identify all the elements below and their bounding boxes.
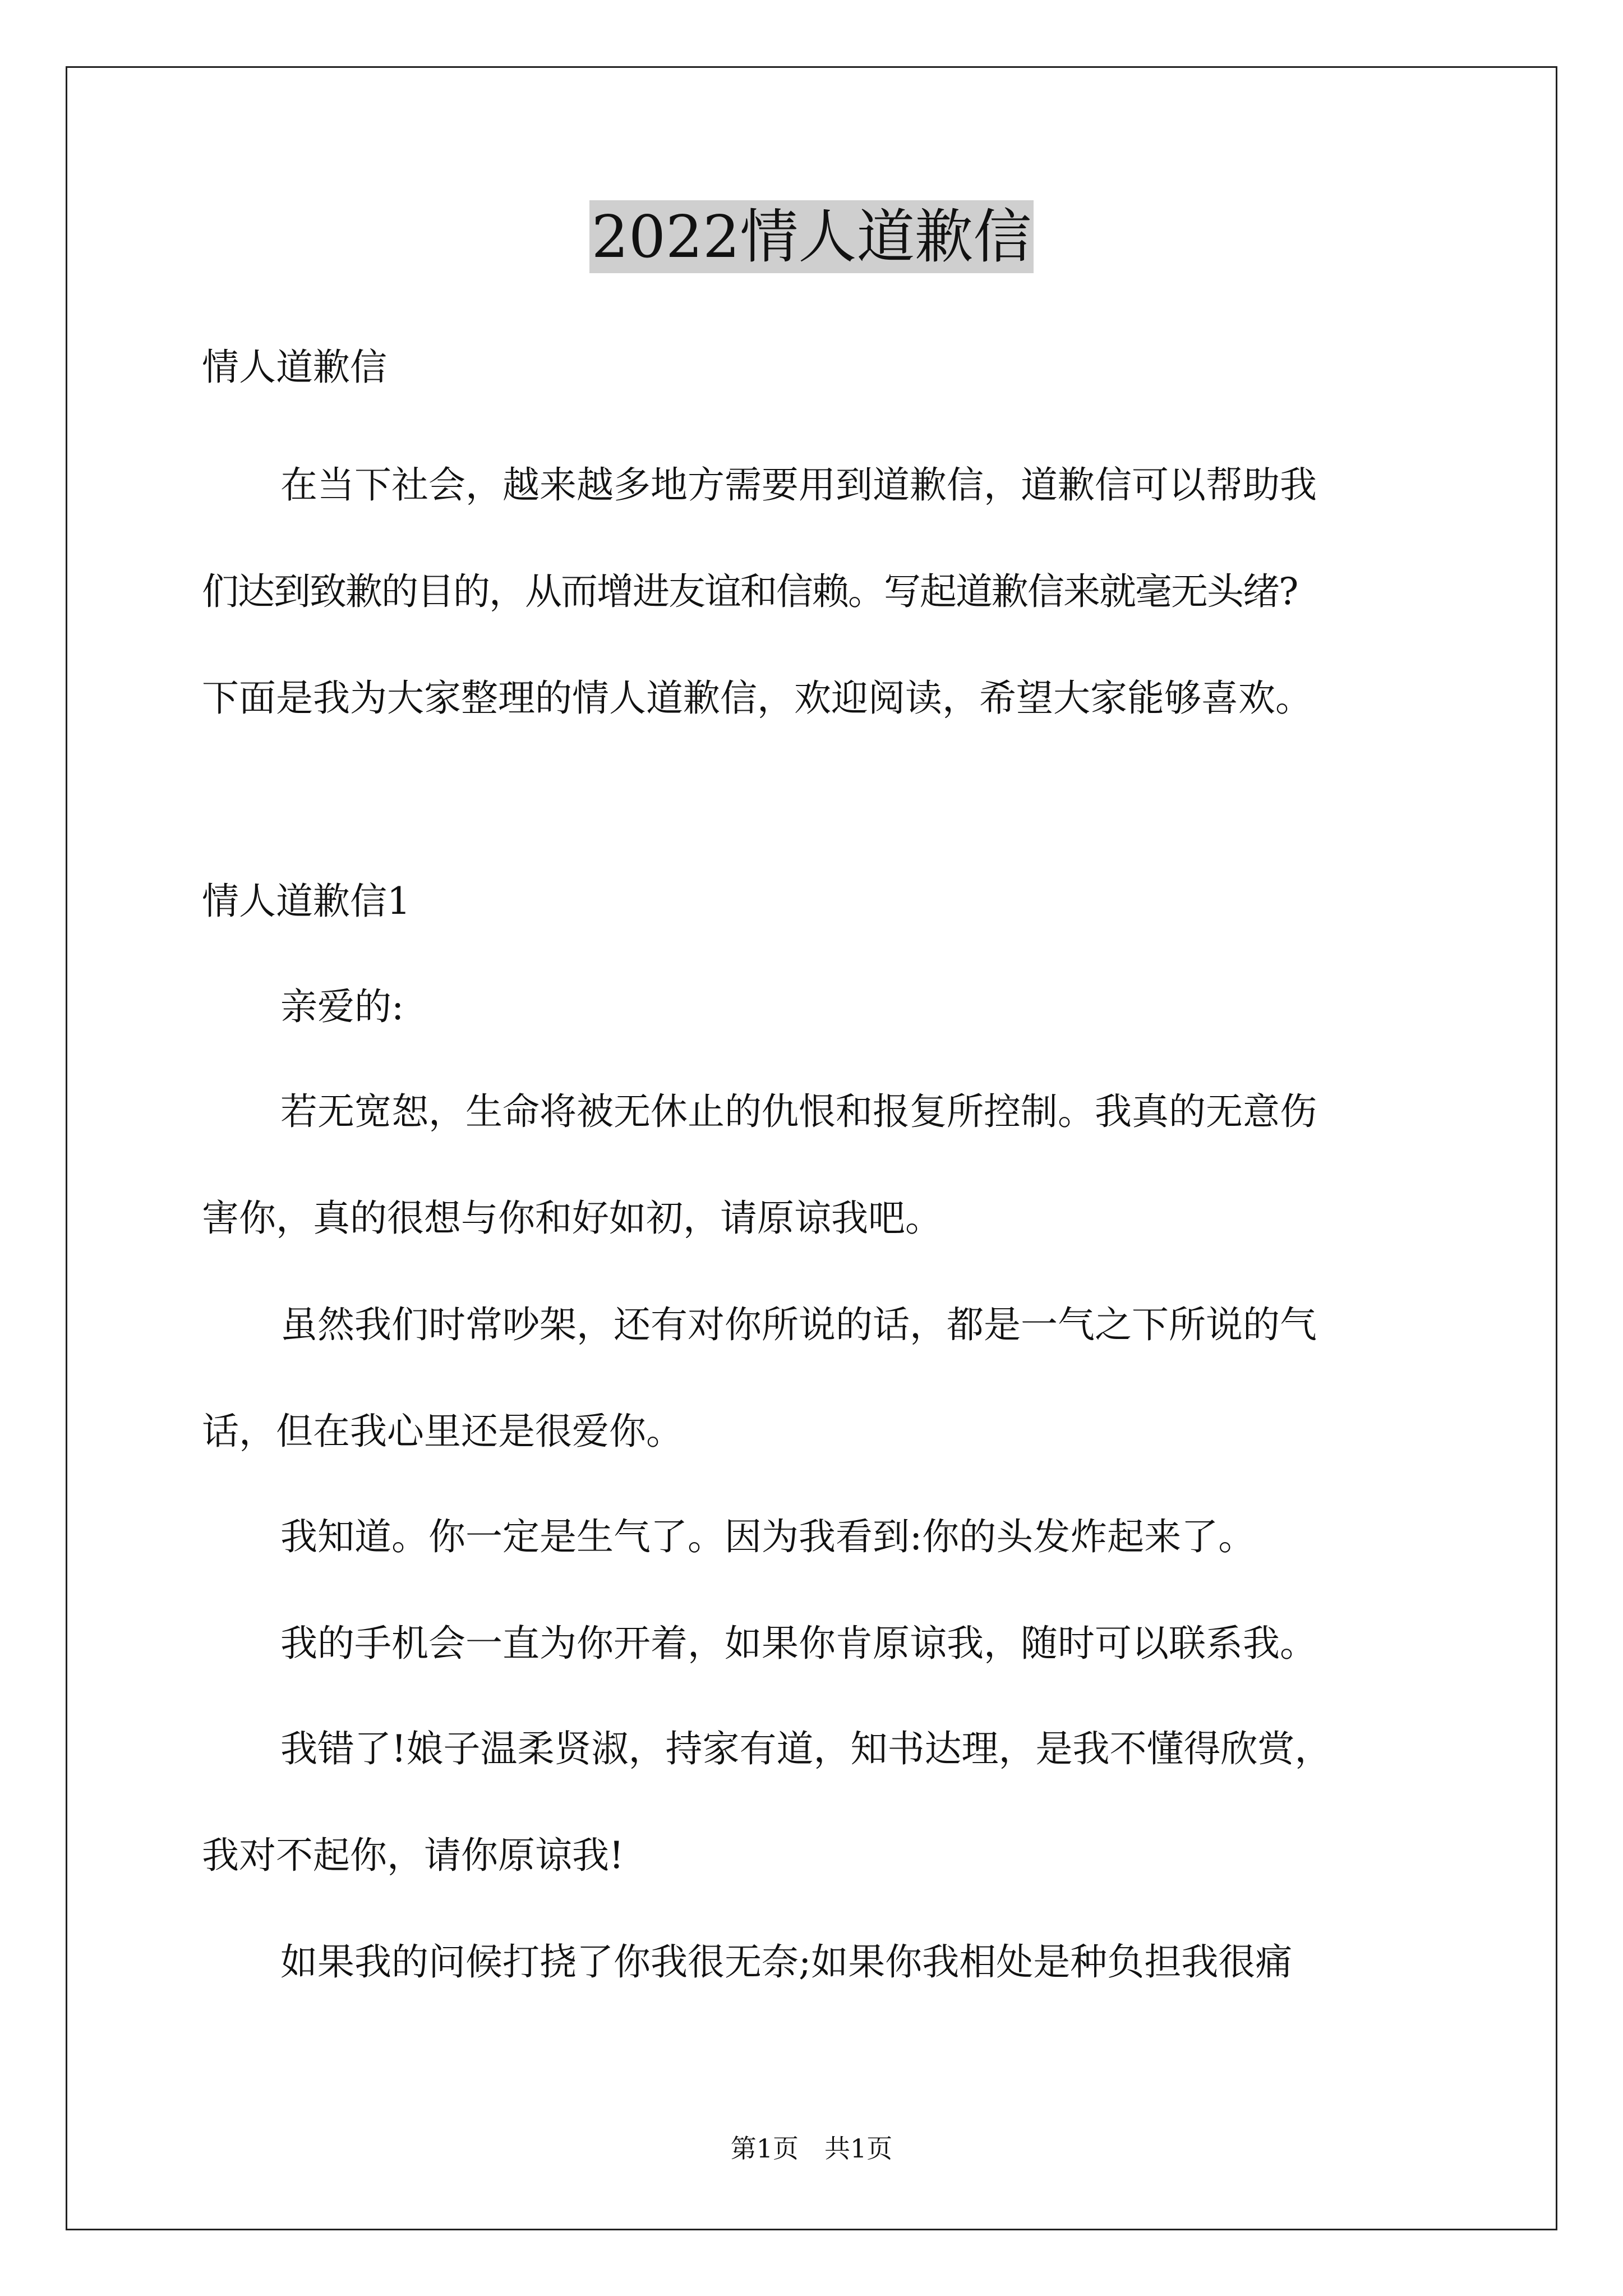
paragraph-5-line-2: 我对不起你，请你原谅我! <box>202 1834 624 1877</box>
letter-heading: 情人道歉信1 <box>202 880 411 923</box>
paragraph-3: 我知道。你一定是生气了。因为我看到:你的头发炸起来了。 <box>280 1515 1256 1558</box>
paragraph-5-line-1: 我错了!娘子温柔贤淑，持家有道，知书达理，是我不懂得欣赏， <box>280 1727 1332 1770</box>
paragraph-2-line-1: 虽然我们时常吵架，还有对你所说的话，都是一气之下所说的气 <box>280 1303 1317 1346</box>
salutation: 亲爱的: <box>280 985 404 1028</box>
paragraph-1-line-2: 害你，真的很想与你和好如初，请原谅我吧。 <box>202 1197 942 1240</box>
intro-paragraph-line-3: 下面是我为大家整理的情人道歉信，欢迎阅读，希望大家能够喜欢。 <box>202 677 1312 720</box>
document-title <box>0 197 1623 276</box>
paragraph-4: 我的手机会一直为你开着，如果你肯原谅我，随时可以联系我。 <box>280 1622 1317 1665</box>
page-footer: 第1页 共1页 <box>730 2133 893 2164</box>
intro-paragraph-line-2: 们达到致歉的目的，从而增进友谊和信赖。写起道歉信来就毫无头绪? <box>202 570 1298 613</box>
paragraph-6-line-1: 如果我的问候打挠了你我很无奈;如果你我相处是种负担我很痛 <box>280 1940 1293 1984</box>
paragraph-2-line-2: 话，但在我心里还是很爱你。 <box>202 1410 683 1453</box>
document-title-text: 2022情人道歉信 <box>589 200 1034 273</box>
section-heading: 情人道歉信 <box>202 346 387 389</box>
intro-paragraph-line-1: 在当下社会，越来越多地方需要用到道歉信，道歉信可以帮助我 <box>280 463 1317 507</box>
paragraph-1-line-1: 若无宽恕，生命将被无休止的仇恨和报复所控制。我真的无意伤 <box>280 1090 1317 1133</box>
